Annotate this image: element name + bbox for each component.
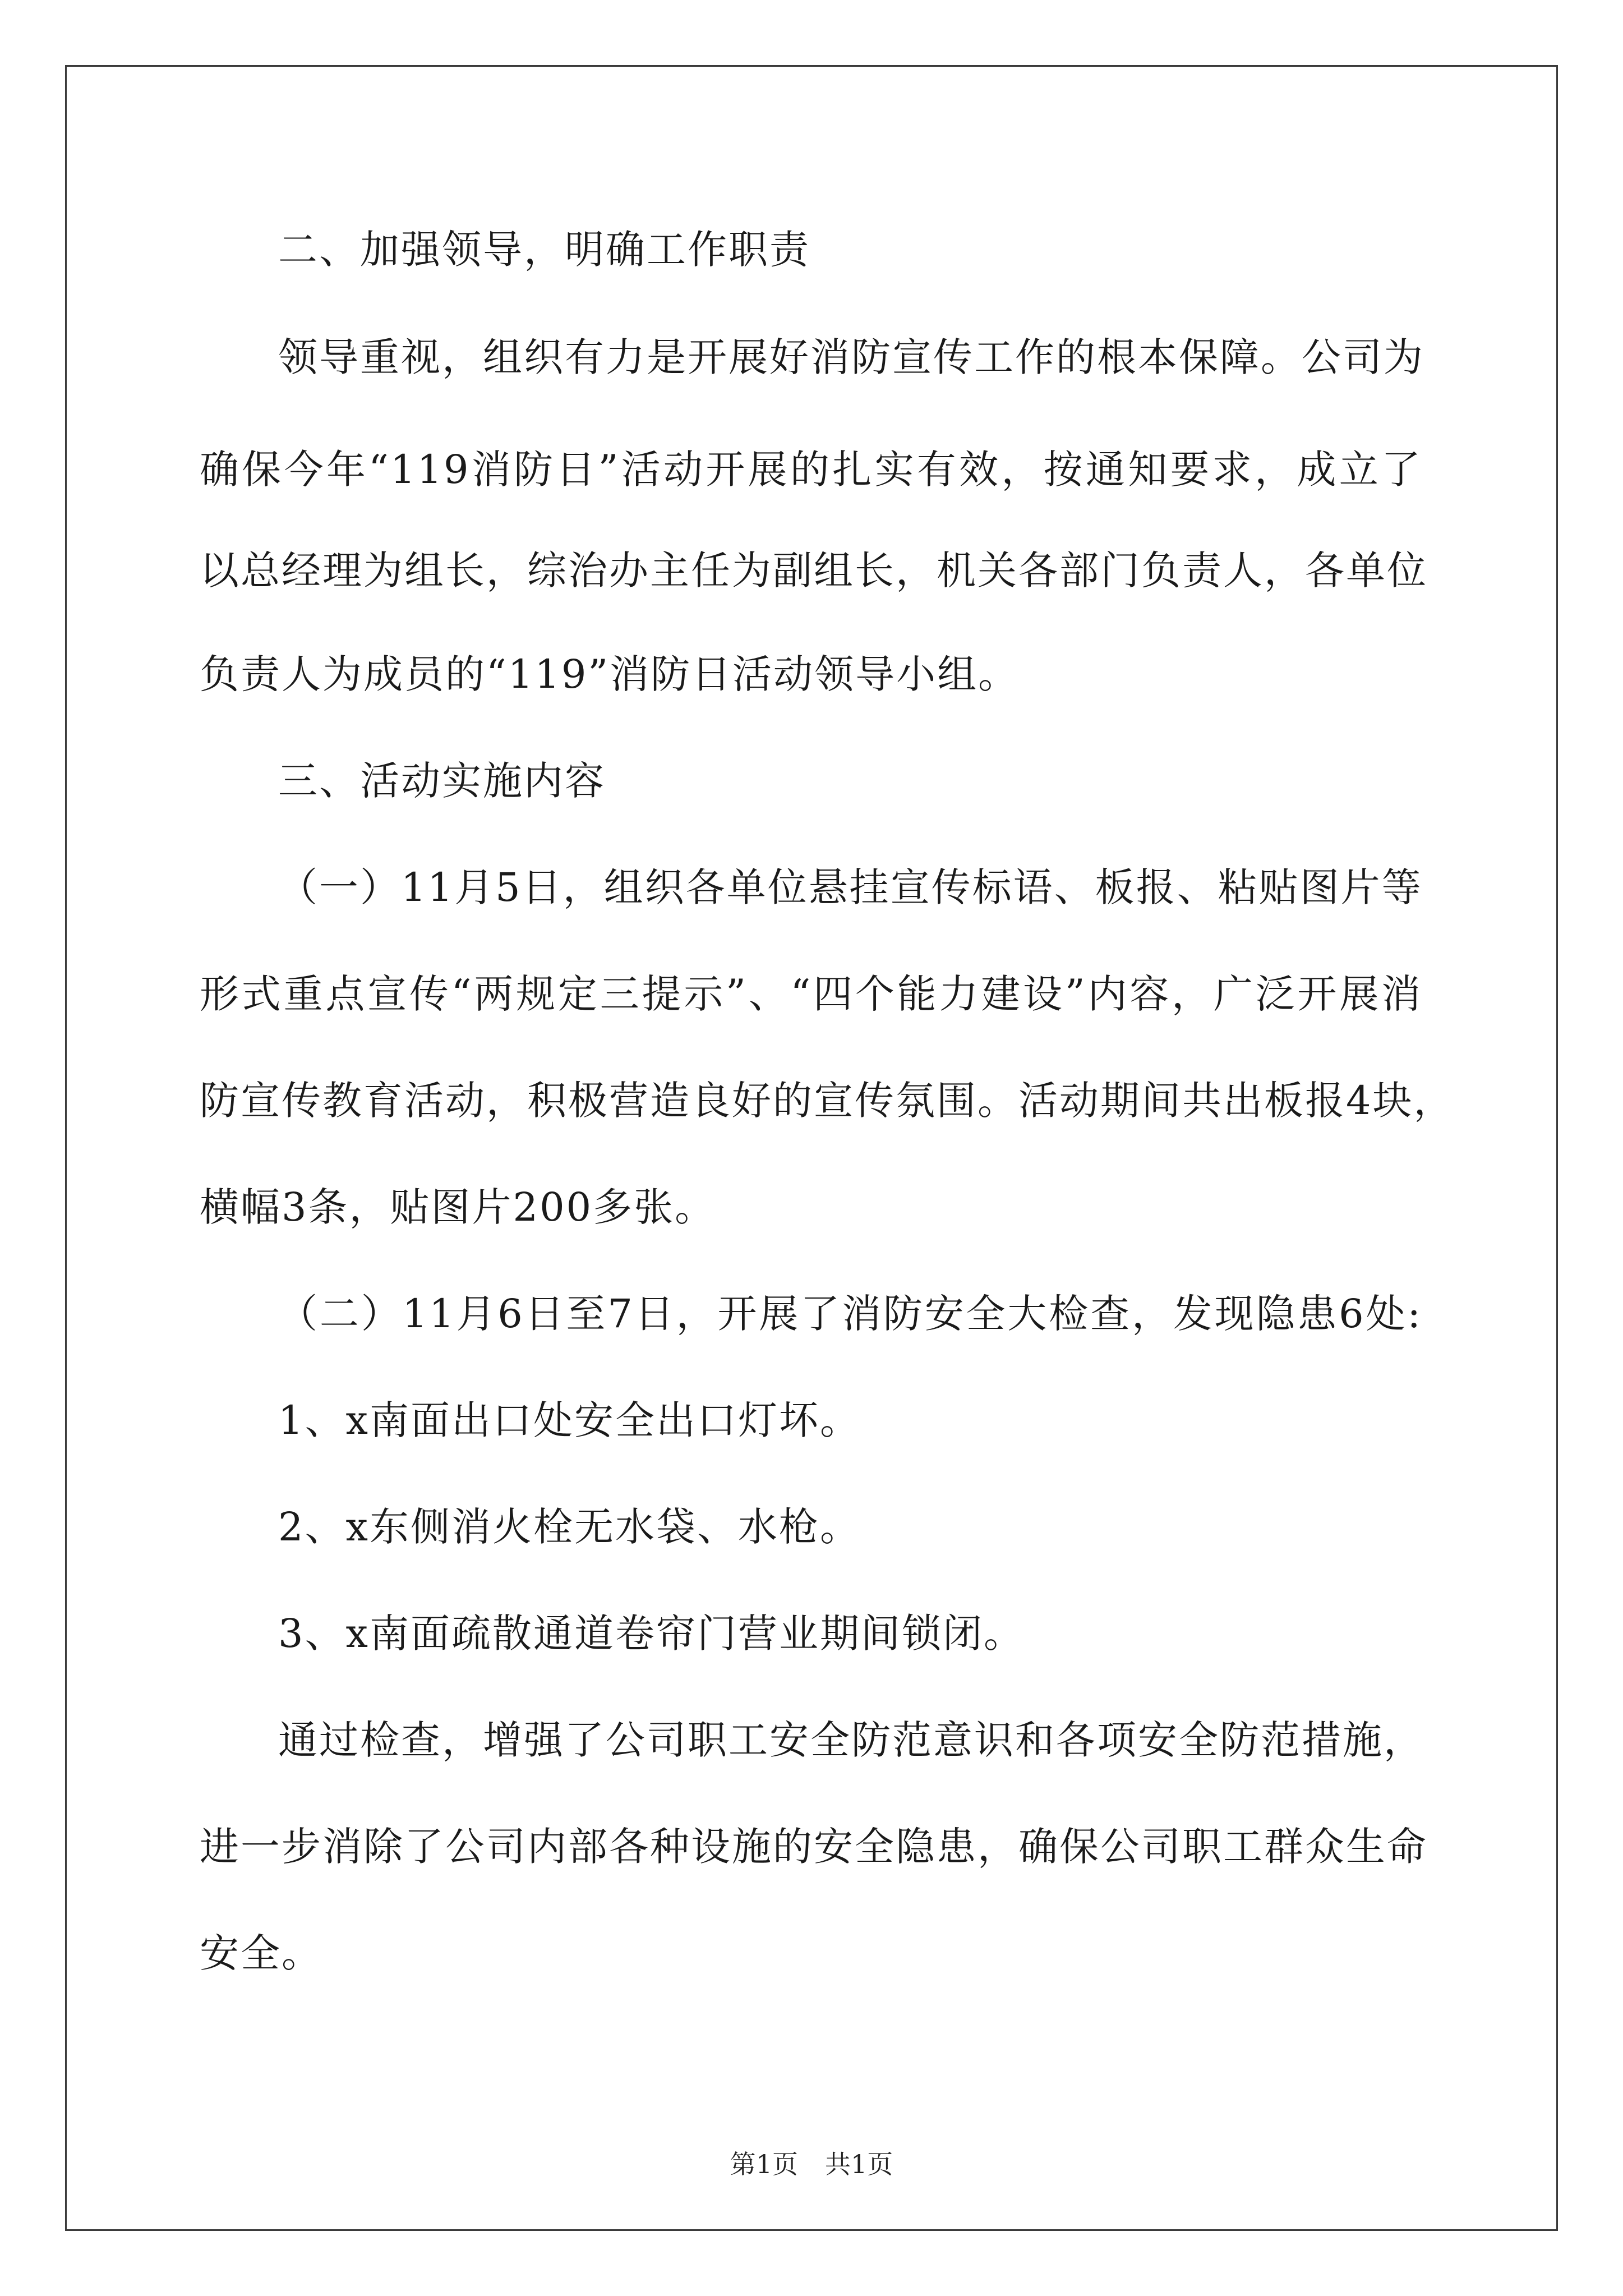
page-number-total: 共1页 (825, 2149, 893, 2179)
paragraph-line: 形式重点宣传“两规定三提示”、“四个能力建设”内容，广泛开展消 (200, 971, 1422, 1017)
paragraph-line: 领导重视，组织有力是开展好消防宣传工作的根本保障。公司为 (278, 334, 1424, 380)
page-number-current: 第1页 (730, 2149, 798, 2179)
paragraph-line: 负责人为成员的“119”消防日活动领导小组。 (200, 651, 1020, 697)
page-footer (0, 2148, 1623, 2180)
list-item: 1、x南面出口处安全出口灯坏。 (278, 1397, 861, 1443)
page-border (65, 65, 1558, 2231)
paragraph-line: 进一步消除了公司内部各种设施的安全隐患，确保公司职工群众生命 (200, 1824, 1428, 1870)
paragraph-line: 以总经理为组长，综治办主任为副组长，机关各部门负责人，各单位 (200, 547, 1428, 593)
list-item: 3、x南面疏散通道卷帘门营业期间锁闭。 (278, 1611, 1025, 1657)
list-item: 2、x东侧消火栓无水袋、水枪。 (278, 1504, 861, 1550)
paragraph-line: （一）11月5日，组织各单位悬挂宣传标语、板报、粘贴图片等 (278, 864, 1423, 910)
paragraph-line: 横幅3条，贴图片200多张。 (200, 1184, 716, 1230)
paragraph-line: 防宣传教育活动，积极营造良好的宣传氛围。活动期间共出板报4块， (200, 1078, 1455, 1124)
section-heading-2: 二、加强领导，明确工作职责 (278, 227, 810, 273)
paragraph-line: （二）11月6日至7日，开展了消防安全大检查，发现隐患6处: (278, 1291, 1422, 1337)
paragraph-line: 通过检查，增强了公司职工安全防范意识和各项安全防范措施， (278, 1717, 1424, 1763)
paragraph-line: 安全。 (200, 1930, 322, 1976)
paragraph-line: 确保今年“119消防日”活动开展的扎实有效，按通知要求，成立了 (200, 447, 1422, 493)
section-heading-3: 三、活动实施内容 (278, 758, 606, 804)
